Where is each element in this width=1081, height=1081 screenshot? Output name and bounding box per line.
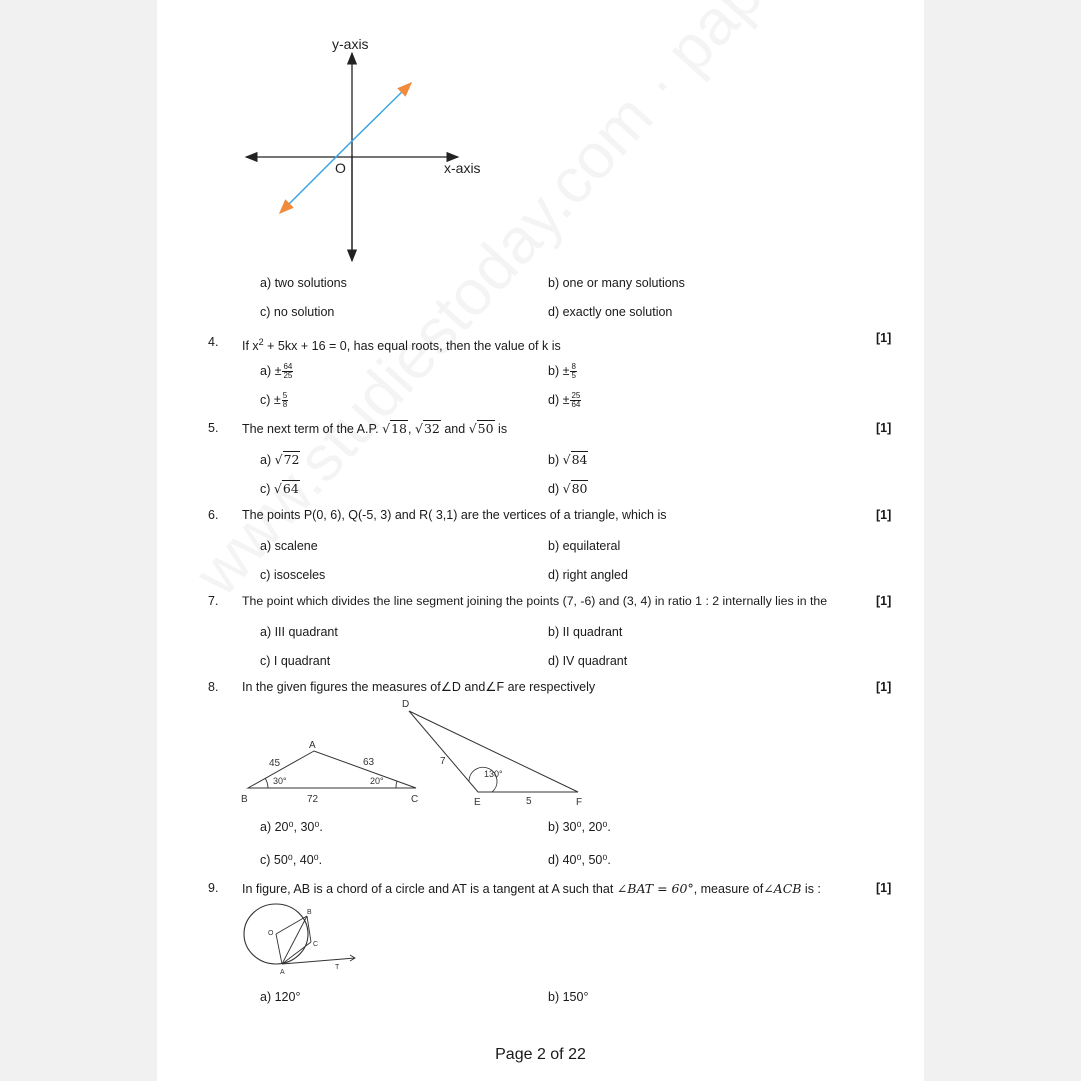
- q5-marks: [1]: [876, 421, 892, 435]
- q7-option-d: d) IV quadrant: [548, 654, 628, 668]
- svg-text:5: 5: [526, 796, 532, 807]
- q9-text: In figure, AB is a chord of a circle and AT is a tangent at A such that ∠BAT = 60°, measure of∠ACB is :: [242, 881, 821, 896]
- q6-marks: [1]: [876, 508, 892, 522]
- svg-text:30°: 30°: [273, 776, 287, 786]
- svg-text:E: E: [474, 797, 481, 808]
- svg-text:T: T: [335, 964, 340, 971]
- q6-option-a: a) scalene: [260, 539, 318, 553]
- q4-text: If $x^2 + 5kx + 16 = 0$, has equal roots, then the value of k is: [242, 337, 561, 354]
- q6-option-d: d) right angled: [548, 568, 628, 582]
- q5-option-c: c) √64: [260, 481, 299, 496]
- svg-text:C: C: [313, 941, 319, 948]
- q4-option-b: b) ± $\frac{8}{5}$: [548, 362, 576, 380]
- q3-option-a: a) two solutions: [260, 276, 347, 290]
- q8-option-c: c) 50⁰, 40⁰.: [260, 853, 323, 867]
- q7-number: 7.: [208, 594, 219, 608]
- y-axis-label: y-axis: [332, 36, 369, 52]
- q7-text: The point which divides the line segment joining the points (7, -6) and (3, 4) in ratio 1 : 2 internally lies in the: [242, 594, 828, 608]
- circle-chord-figure: [238, 900, 363, 978]
- q8-option-d: d) 40⁰, 50⁰.: [548, 853, 611, 867]
- q3-option-c: c) no solution: [260, 305, 335, 319]
- q5-option-a: a) √72: [260, 452, 300, 467]
- q3-option-d: d) exactly one solution: [548, 305, 673, 319]
- q9-option-a: a) 120°: [260, 990, 301, 1004]
- svg-text:B: B: [307, 909, 312, 916]
- q4-option-c: c) ± $\frac{5}{8}$: [260, 391, 288, 409]
- q8-number: 8.: [208, 680, 219, 694]
- svg-text:D: D: [402, 699, 410, 710]
- q5-option-b: b) √84: [548, 452, 588, 467]
- q8-option-b: b) 30⁰, 20⁰.: [548, 820, 611, 834]
- svg-text:7: 7: [440, 756, 446, 767]
- q7-option-c: c) I quadrant: [260, 654, 331, 668]
- q4-marks: [1]: [876, 331, 892, 345]
- svg-text:72: 72: [307, 794, 319, 805]
- q7-option-b: b) II quadrant: [548, 625, 623, 639]
- svg-text:O: O: [268, 930, 274, 937]
- q8-option-a: a) 20⁰, 30⁰.: [260, 820, 323, 834]
- q6-text: The points P(0, 6), Q(-5, 3) and R( 3,1) are the vertices of a triangle, which is: [242, 508, 667, 522]
- q5-text: The next term of the A.P. √18, √32 and √50 is: [242, 421, 508, 436]
- q5-option-d: d) √80: [548, 481, 588, 496]
- svg-text:45: 45: [269, 758, 281, 769]
- svg-text:B: B: [241, 794, 248, 805]
- svg-text:130°: 130°: [484, 769, 503, 779]
- q6-number: 6.: [208, 508, 219, 522]
- svg-text:63: 63: [363, 757, 375, 768]
- svg-text:F: F: [576, 797, 583, 808]
- q4-option-a: a) ± $\frac{64}{25}$: [260, 362, 293, 380]
- q9-marks: [1]: [876, 881, 892, 895]
- svg-text:C: C: [411, 794, 419, 805]
- plotted-line: [350, 83, 411, 143]
- q9-number: 9.: [208, 881, 219, 895]
- q7-marks: [1]: [876, 594, 892, 608]
- origin-label: O: [335, 160, 346, 176]
- q8-marks: [1]: [876, 680, 892, 694]
- triangle-def-figure: [396, 696, 596, 811]
- q9-option-b: b) 150°: [548, 990, 589, 1004]
- q4-option-d: d) ± $\frac{25}{64}$: [548, 391, 581, 409]
- q6-option-b: b) equilateral: [548, 539, 621, 553]
- q6-option-c: c) isosceles: [260, 568, 326, 582]
- q8-text: In the given figures the measures of∠D and∠F are respectively: [242, 680, 596, 694]
- q3-option-b: b) one or many solutions: [548, 276, 685, 290]
- q5-number: 5.: [208, 421, 219, 435]
- q7-option-a: a) III quadrant: [260, 625, 338, 639]
- svg-text:A: A: [280, 969, 285, 976]
- q4-number: 4.: [208, 335, 219, 349]
- svg-text:A: A: [309, 740, 316, 751]
- x-axis-label: x-axis: [444, 160, 481, 176]
- line-graph-figure: [240, 35, 500, 270]
- svg-text:20°: 20°: [370, 776, 384, 786]
- page-number: Page 2 of 22: [495, 1046, 586, 1063]
